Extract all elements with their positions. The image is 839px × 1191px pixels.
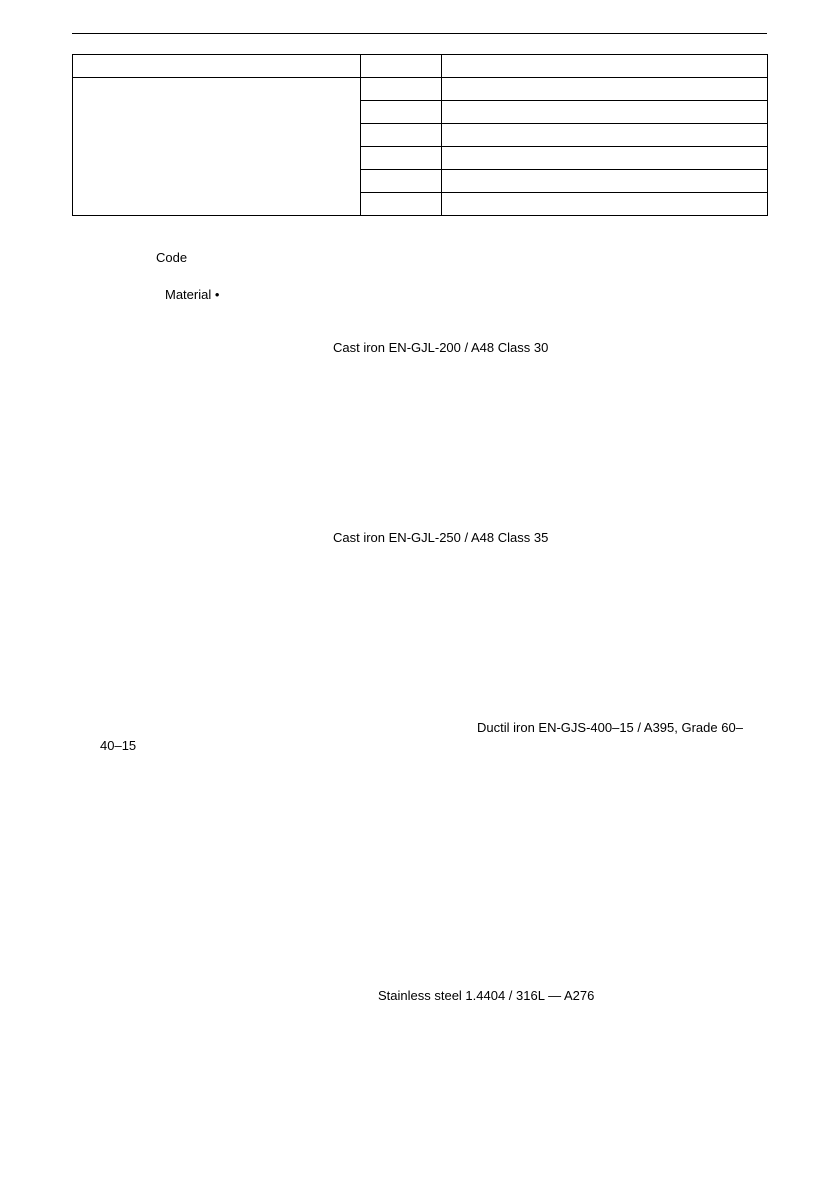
table-cell <box>361 170 442 193</box>
table-cell <box>442 147 768 170</box>
table-cell <box>442 55 768 78</box>
table-cell <box>73 55 361 78</box>
table-cell <box>361 147 442 170</box>
material-stainless-steel: Stainless steel 1.4404 / 316L — A276 <box>378 988 595 1003</box>
material-cast-iron-gjl-200: Cast iron EN-GJL-200 / A48 Class 30 <box>333 340 549 355</box>
material-label: Material • <box>165 287 220 302</box>
table-cell <box>442 124 768 147</box>
table-cell <box>442 193 768 216</box>
table-cell <box>361 55 442 78</box>
header-rule <box>72 33 767 34</box>
table-merged-cell <box>73 78 361 216</box>
code-label: Code <box>156 250 188 265</box>
table-cell <box>442 78 768 101</box>
spec-table <box>72 54 768 216</box>
table-cell <box>361 101 442 124</box>
table-cell <box>442 170 768 193</box>
material-cast-iron-gjl-250: Cast iron EN-GJL-250 / A48 Class 35 <box>333 530 549 545</box>
table-cell <box>361 78 442 101</box>
table-cell <box>361 124 442 147</box>
material-ductile-iron-line-2: 40–15 <box>100 738 137 753</box>
table-cell <box>442 101 768 124</box>
table-row <box>73 55 768 78</box>
table-row <box>73 78 768 101</box>
table-cell <box>361 193 442 216</box>
material-ductile-iron-line-1: Ductil iron EN-GJS-400–15 / A395, Grade 60– <box>477 720 743 735</box>
